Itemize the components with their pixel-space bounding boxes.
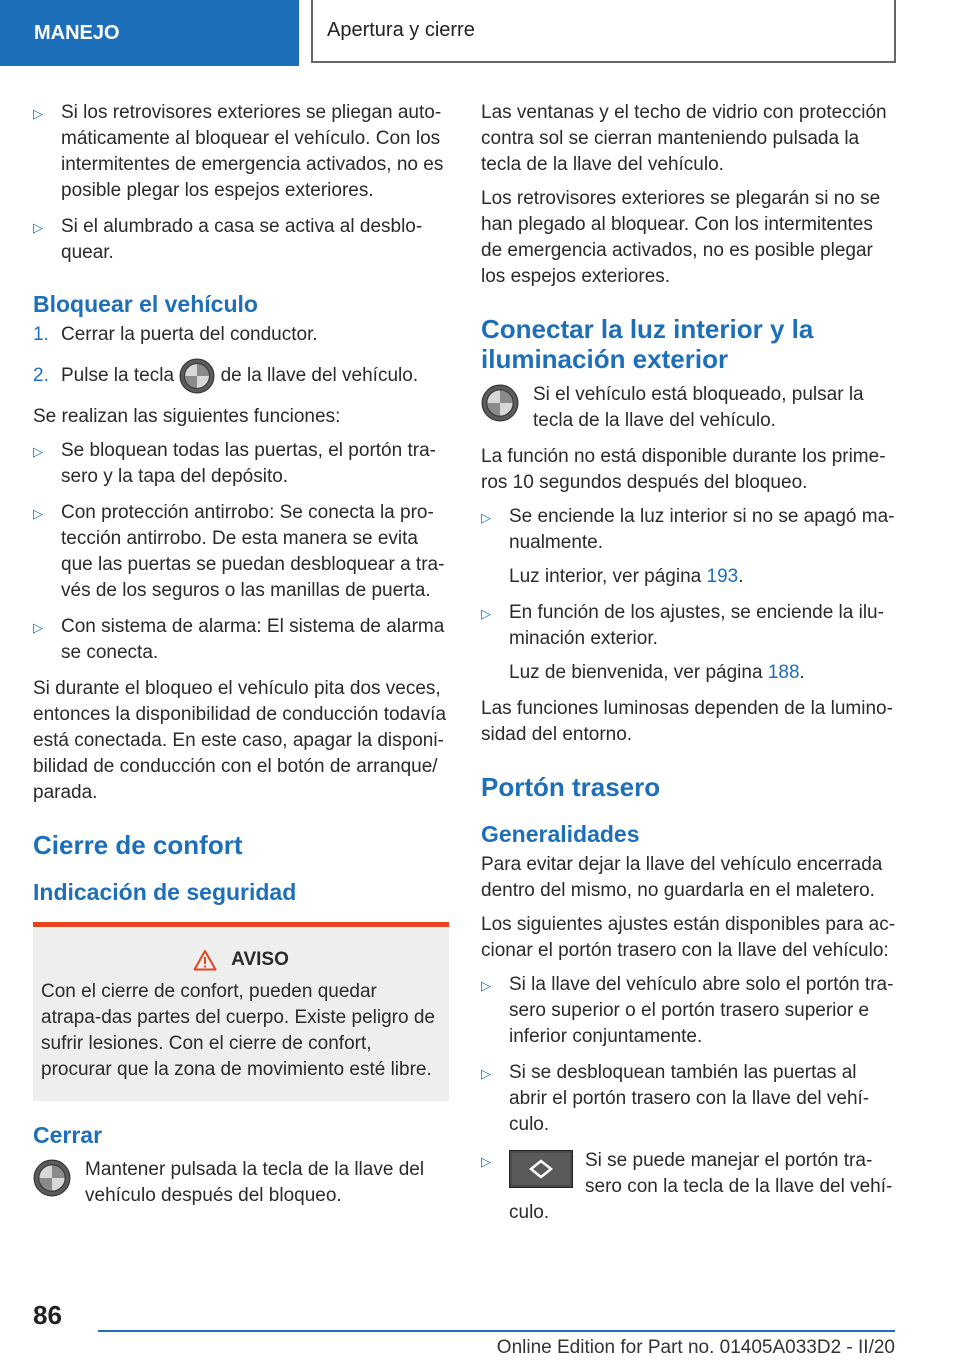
chapter-title: Apertura y cierre — [327, 19, 475, 41]
heading-general: Generalidades — [481, 821, 640, 847]
list-item: ▷ Si la llave del vehículo abre solo el portón tra-sero superior o el portón trasero superior e inferior conjuntamente. — [481, 972, 896, 1050]
header-chapter — [311, 0, 896, 63]
triangle-bullet-icon: ▷ — [33, 620, 43, 635]
triangle-bullet-icon: ▷ — [481, 978, 491, 993]
bmw-key-button-icon — [33, 1159, 71, 1197]
paragraph: La función no está disponible durante los prime-ros 10 segundos después del bloqueo. — [481, 446, 886, 493]
heading-close: Cerrar — [33, 1122, 103, 1148]
list-item: ▷ En función de los ajustes, se enciende la ilu-minación exterior. Luz de bienvenida, ver página 188. — [481, 600, 896, 686]
warning-triangle-icon — [193, 949, 217, 971]
triangle-bullet-icon: ▷ — [481, 1154, 491, 1169]
heading-comfort-close: Cierre de confort — [33, 830, 243, 860]
list-item: ▷ Con sistema de alarma: El sistema de alarma se conecta. — [33, 614, 449, 666]
bmw-key-button-icon — [179, 358, 215, 394]
warning-label: AVISO — [231, 949, 289, 970]
list-item: 1. Cerrar la puerta del conductor. — [33, 324, 318, 345]
heading-lock-vehicle: Bloquear el vehículo — [33, 291, 258, 317]
list-item: ▷ Si se desbloquean también las puertas al abrir el portón trasero con la llave del vehí-culo. — [481, 1060, 896, 1138]
paragraph: Si durante el bloqueo el vehículo pita dos veces, entonces la disponibilidad de conducción todavía está conectada. En este caso, apagar la disponi-bilidad de conducción con el botón de arranque/ parada. — [33, 678, 447, 803]
heading-tailgate: Portón trasero — [481, 772, 661, 802]
paragraph: Los retrovisores exteriores se plegarán si no se han plegado al bloquear. Con los intermitentes de emergencia activados, no es posible plegar los espejos exteriores. — [481, 188, 881, 287]
triangle-bullet-icon: ▷ — [33, 106, 43, 121]
triangle-bullet-icon: ▷ — [481, 606, 491, 621]
list-item: ▷ Se enciende la luz interior si no se apagó ma-nualmente. Luz interior, ver página 193. — [481, 504, 896, 590]
triangle-bullet-icon: ▷ — [481, 510, 491, 525]
paragraph: Se realizan las siguientes funciones: — [33, 406, 341, 427]
triangle-bullet-icon: ▷ — [33, 506, 43, 521]
list-item: 2. Pulse la tecla de la llave del vehículo. — [33, 358, 449, 394]
list-item: ▷ Se bloquean todas las puertas, el portón tra-sero y la tapa del depósito. — [33, 438, 449, 490]
paragraph: Los siguientes ajustes están disponibles para ac-cionar el portón trasero con la llave del vehículo: — [481, 914, 896, 961]
heading-lights: Conectar la luz interior y la iluminación exterior — [481, 314, 814, 374]
heading-safety: Indicación de seguridad — [33, 879, 297, 905]
section-title: MANEJO — [34, 21, 120, 44]
key-instruction: Mantener pulsada la tecla de la llave del vehículo después del bloqueo. — [33, 1157, 449, 1209]
right-column — [481, 100, 896, 1236]
left-column — [33, 100, 449, 1219]
page-number: 86 — [33, 1300, 62, 1330]
paragraph: Las ventanas y el techo de vidrio con protección contra sol se cierran manteniendo pulsada la tecla de la llave del vehículo. — [481, 102, 887, 175]
triangle-bullet-icon: ▷ — [33, 220, 43, 235]
list-item: ▷ Con protección antirrobo: Se conecta la pro-tección antirrobo. De esta manera se evita que las puertas se puedan desbloquear a tra-vés de los seguros o las manillas de puerta. — [33, 500, 449, 604]
header-section — [0, 0, 299, 66]
warning-box — [33, 922, 449, 1101]
list-item: ▷ Si los retrovisores exteriores se pliegan auto-máticamente al bloquear el vehículo. Con los intermitentes de emergencia activados, no es posible plegar los espejos exteriores. — [33, 100, 449, 204]
list-item: ▷ Si el alumbrado a casa se activa al desblo-quear. — [33, 214, 449, 266]
list-item: ▷ Si se puede manejar el portón tra-sero con la tecla de la llave del vehí-culo. — [481, 1148, 896, 1226]
tailgate-button-icon — [509, 1150, 573, 1188]
key-instruction: Si el vehículo está bloqueado, pulsar la tecla de la llave del vehículo. — [481, 382, 896, 434]
warning-text: Con el cierre de confort, pueden quedar atrapa-das partes del cuerpo. Existe peligro de sufrir lesiones. Con el cierre de confort, procurar que la zona de movimiento esté libre. — [41, 981, 435, 1080]
triangle-bullet-icon: ▷ — [33, 444, 43, 459]
paragraph: Para evitar dejar la llave del vehículo encerrada dentro del mismo, no guardarla en el maletero. — [481, 854, 883, 901]
paragraph: Las funciones luminosas dependen de la lumino-sidad del entorno. — [481, 698, 893, 745]
bmw-key-button-icon — [481, 384, 519, 422]
footer-edition: Online Edition for Part no. 01405A033D2 - II/20 — [496, 1337, 895, 1358]
footer-divider — [98, 1330, 895, 1332]
page-link-188[interactable]: 188 — [767, 662, 800, 683]
triangle-bullet-icon: ▷ — [481, 1066, 491, 1081]
page-link-193[interactable]: 193 — [706, 566, 739, 587]
